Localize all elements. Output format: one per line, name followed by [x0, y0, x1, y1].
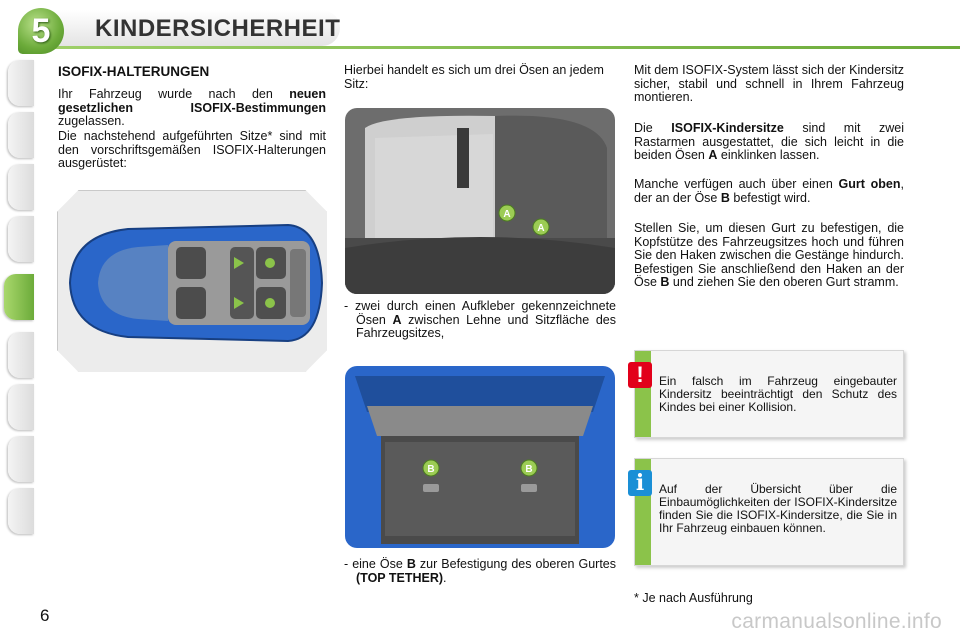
header-divider — [40, 46, 960, 49]
chapter-tabs — [0, 60, 36, 580]
page-title: KINDERSICHERHEIT — [95, 15, 341, 42]
chapter-tab[interactable] — [8, 436, 34, 482]
chapter-badge: 5 — [18, 8, 64, 54]
warning-icon: ! — [628, 362, 652, 388]
anchor-b-marker: B — [427, 464, 435, 475]
trunk-anchor-photo — [345, 366, 615, 548]
warning-note — [634, 350, 904, 438]
anchor-intro: Hierbei handelt es sich um drei Ösen an jedem Sitz: — [344, 63, 604, 91]
info-icon: i — [628, 470, 652, 496]
anchor-b-marker: B — [525, 464, 533, 475]
chapter-tab[interactable] — [8, 384, 34, 430]
trunk-photo-svg — [345, 366, 615, 548]
chapter-tab[interactable] — [8, 60, 34, 106]
car-topview-illustration — [57, 190, 327, 372]
isofix-seat-paragraph: Die ISOFIX-Kindersitze sind mit zwei Rastarmen ausgestattet, die sich leicht in die beiden Ösen A einklinken lassen. — [634, 121, 904, 162]
chapter-tab-active[interactable] — [4, 274, 34, 320]
seat-anchor-photo — [345, 108, 615, 294]
chapter-tab[interactable] — [8, 112, 34, 158]
page-number: 6 — [40, 606, 50, 625]
anchor-a-marker: A — [537, 223, 545, 234]
warning-text: Ein falsch im Fahrzeug eingebauter Kindersitz beeinträchtigt den Schutz des Kindes bei einer Kollision. — [659, 374, 897, 414]
anchor-a-marker: A — [503, 209, 511, 220]
chapter-tab[interactable] — [8, 332, 34, 378]
seat-photo-svg — [345, 108, 615, 294]
intro-paragraph: Ihr Fahrzeug wurde nach den neuen gesetzlichen ISOFIX-Bestimmungen zugelassen. — [58, 87, 326, 128]
bullet-anchor-b: - eine Öse B zur Befestigung des oberen Gurtes (TOP TETHER). — [344, 557, 617, 585]
bullet-anchor-a: - zwei durch einen Aufkleber gekennzeichnete Ösen A zwischen Lehne und Sitzfläche des Fahrzeugsitzes, — [344, 299, 616, 340]
car-topview-svg — [58, 191, 328, 373]
mounting-instructions: Stellen Sie, um diesen Gurt zu befestigen, die Kopfstütze des Fahrzeugsitzes hoch und führen Sie den Haken zwischen die Gestänge hindurch. Befestigen Sie anschließend den Haken an der Öse B und ziehen Sie den oberen Gurt stramm. — [634, 221, 904, 289]
info-text: Auf der Übersicht über die Einbaumöglichkeiten der ISOFIX-Kindersitze finden Sie die ISOFIX-Kindersitze, die Sie in Ihr Fahrzeug einbauen können. — [659, 482, 897, 535]
footnote: * Je nach Ausführung — [634, 591, 753, 605]
chapter-tab[interactable] — [8, 216, 34, 262]
chapter-tab[interactable] — [8, 488, 34, 534]
seats-paragraph: Die nachstehend aufgeführten Sitze* sind mit den vorschriftsgemäßen ISOFIX-Halterungen ausgerüstet: — [58, 129, 326, 170]
top-belt-paragraph: Manche verfügen auch über einen Gurt oben, der an der Öse B befestigt wird. — [634, 177, 904, 205]
isofix-description: Mit dem ISOFIX-System lässt sich der Kindersitz sicher, stabil und schnell in Ihrem Fahrzeug montieren. — [634, 63, 904, 104]
chapter-tab[interactable] — [8, 164, 34, 210]
info-note — [634, 458, 904, 566]
watermark: carmanualsonline.info — [731, 610, 942, 633]
section-heading: ISOFIX-HALTERUNGEN — [58, 64, 210, 79]
